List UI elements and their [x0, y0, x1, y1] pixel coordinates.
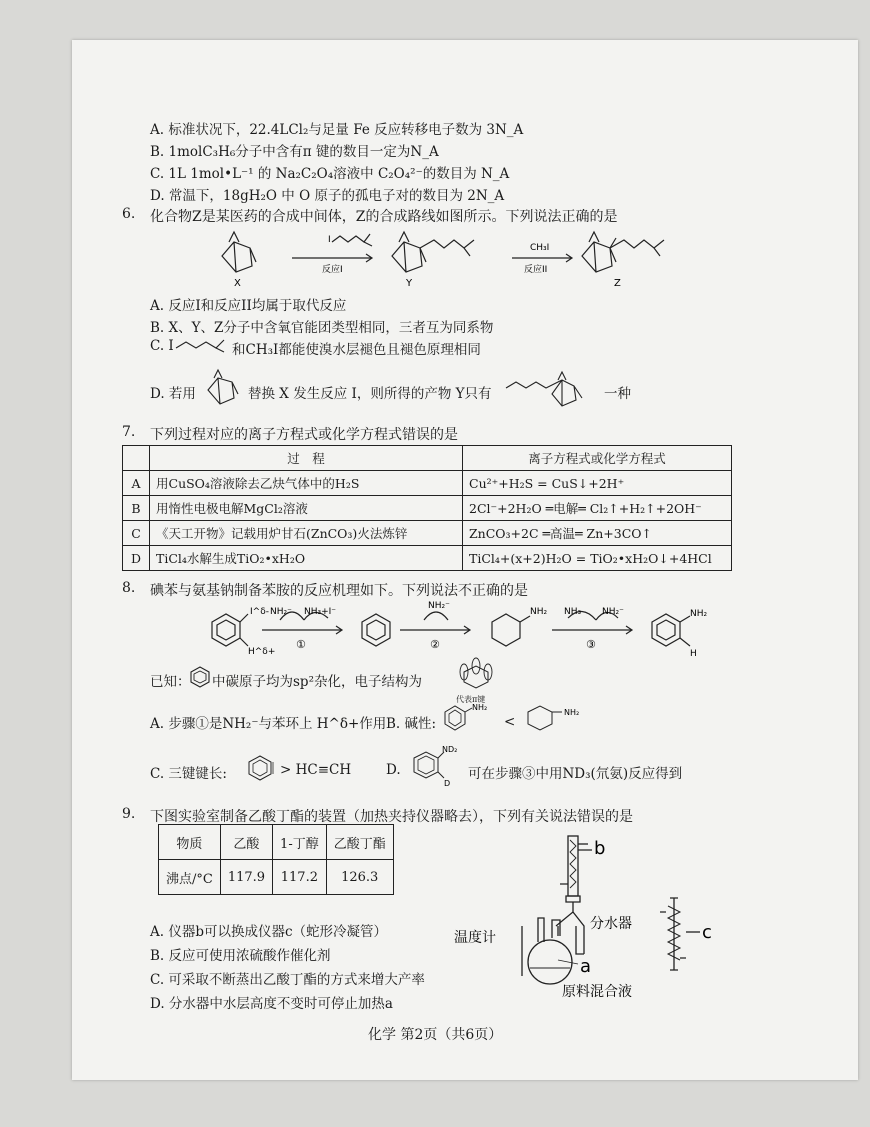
q8-known-label: 已知： [150, 674, 191, 690]
q9-option-d: D. 分水器中水层高度不变时可停止加热a [150, 996, 393, 1012]
q9-option-b: B. 反应可使用浓硫酸作催化剂 [150, 948, 331, 964]
q8-step1-in: NH₂⁻ [270, 607, 292, 617]
q5-option-c: C. 1L 1mol•L⁻¹ 的 Na₂C₂O₄溶液中 C₂O₄²⁻的数目为 N_A [150, 166, 510, 182]
q6-synthesis-route [212, 226, 752, 292]
table-row [123, 471, 732, 496]
q8-stem: 碘苯与氨基钠制备苯胺的反应机理如下。下列说法不正确的是 [150, 583, 528, 599]
q9-apparatus-diagram [452, 830, 752, 1000]
q9-value-butyl-acetate: 126.3 [326, 860, 393, 895]
q7-header-process: 过 程 [150, 446, 463, 471]
q8-benzyne-structure [244, 752, 278, 784]
q6-option-d-text: 替换 X 发生反应 I，则所得的产物 Y只有 [248, 386, 492, 402]
row-process: TiCl₄水解生成TiO₂•xH₂O [150, 546, 463, 571]
q6-arrow2-reagent: CH₃I [530, 243, 550, 253]
q8-known-text: 中碳原子均为sp²杂化，电子结构为 [212, 674, 422, 690]
page-footer: 化学 第2页（共6页） [368, 1027, 503, 1043]
row-equation: TiCl₄+(x+2)H₂O = TiO₂•xH₂O↓+4HCl [463, 546, 732, 571]
q5-option-b: B. 1molC₃H₆分子中含有π 键的数目一定为N_A [150, 144, 439, 160]
q8-nd2-label: ND₂ [442, 745, 458, 754]
row-key: B [123, 496, 150, 521]
q5-option-a: A. 标准状况下，22.4LCl₂与足量 Fe 反应转移电子数为 3N_A [150, 122, 524, 138]
q7-table-header [123, 446, 732, 471]
q8-hydro-label: H^δ+ [248, 647, 276, 657]
table-row [123, 546, 732, 571]
q9-header-butyl-acetate: 乙酸丁酯 [326, 825, 393, 860]
q6-label-y: Y [406, 278, 413, 289]
q6-option-b: B. X、Y、Z分子中含氧官能团类型相同，三者互为同系物 [150, 320, 494, 336]
q6-option-d-suffix: 一种 [604, 386, 631, 402]
q6-option-c-prefix: C. I [150, 338, 174, 354]
q8-pi-orbital-diagram [456, 654, 504, 694]
q9-header-substance: 物质 [159, 825, 221, 860]
table-row [123, 521, 732, 546]
q8-d-label: D [444, 779, 451, 788]
q9-number: 9. [122, 806, 136, 822]
q8-deuterated-aniline-structure [408, 742, 458, 788]
q8-step1-num: ① [296, 638, 306, 651]
q8-option-d-text: 可在步骤③中用ND₃(氘氨)反应得到 [468, 766, 683, 782]
q8-product-h: H [690, 649, 697, 659]
q5-option-d: D. 常温下，18gH₂O 中 O 原子的孤电子对的数目为 2N_A [150, 188, 505, 204]
q8-option-c: C. 三键键长: [150, 766, 227, 782]
q7-number: 7. [122, 424, 136, 440]
row-process: 用惰性电极电解MgCl₂溶液 [150, 496, 463, 521]
q6-arrow1-label: 反应I [322, 265, 343, 275]
q6-stem: 化合物Z是某医药的合成中间体，Z的合成路线如图所示。下列说法正确的是 [150, 209, 618, 225]
q8-step2-in: NH₂⁻ [428, 601, 450, 611]
q9-value-butanol: 117.2 [273, 860, 327, 895]
row-equation: ZnCO₃+2C ═高温═ Zn+3CO↑ [463, 521, 732, 546]
exam-page [72, 40, 858, 1080]
q8-step1-out: NH₃+I⁻ [304, 607, 337, 617]
q8-int-nh2: NH₂ [530, 607, 548, 617]
q8-option-c-rhs: > HC≡CH [280, 762, 352, 778]
q6-number: 6. [122, 206, 136, 222]
q6-arrow2-label: 反应II [524, 265, 548, 275]
q8-step2-num: ② [430, 638, 440, 651]
row-process: 用CuSO₄溶液除去乙炔气体中的H₂S [150, 471, 463, 496]
q9-option-c: C. 可采取不断蒸出乙酸丁酯的方式来增大产率 [150, 972, 425, 988]
q8-option-a: A. 步骤①是NH₂⁻与苯环上 H^δ+作用 [150, 716, 387, 732]
q9-table-header [159, 825, 394, 860]
q6-product-y-structure [504, 368, 600, 410]
q9-label-b: b [594, 838, 606, 859]
table-row [123, 496, 732, 521]
q8-step3-num: ③ [586, 638, 596, 651]
q9-boiling-point-table [158, 824, 394, 895]
q9-header-acetic: 乙酸 [220, 825, 272, 860]
q7-table [122, 445, 732, 571]
q6-label-z: Z [614, 278, 621, 289]
q6-arrow1-reagent: I [328, 235, 331, 245]
row-equation: 2Cl⁻+2H₂O ═电解═ Cl₂↑+H₂↑+2OH⁻ [463, 496, 732, 521]
q8-step3-in: NH₃ [564, 607, 582, 617]
q8-pi-note: 代表π键 [456, 695, 486, 704]
row-key: A [123, 471, 150, 496]
q6-option-c-text: 和CH₃I都能使溴水层褪色且褪色原理相同 [232, 342, 481, 358]
q9-option-a: A. 仪器b可以换成仪器c（蛇形冷凝管） [150, 924, 388, 940]
q7-stem: 下列过程对应的离子方程式或化学方程式错误的是 [150, 427, 458, 443]
q8-number: 8. [122, 580, 136, 596]
q9-label-a: a [580, 956, 592, 977]
q8-step3-out: NH₂⁻ [602, 607, 624, 617]
q9-label-thermometer: 温度计 [454, 930, 496, 946]
table-row [159, 860, 394, 895]
row-equation: Cu²⁺+H₂S = CuS↓+2H⁺ [463, 471, 732, 496]
q9-header-butanol: 1-丁醇 [273, 825, 327, 860]
q6-label-x: X [234, 278, 241, 289]
row-process: 《天工开物》记载用炉甘石(ZnCO₃)火法炼锌 [150, 521, 463, 546]
q8-aniline-nh2: NH₂ [472, 703, 488, 712]
q9-value-acetic: 117.9 [220, 860, 272, 895]
q8-option-b: B. 碱性: [386, 716, 437, 732]
q9-label-separator: 分水器 [590, 916, 632, 932]
q8-aniline-structure [442, 702, 498, 732]
q6-iodo-alkene-structure [174, 336, 232, 354]
q8-cyclohexyl-nh2: NH₂ [564, 708, 580, 717]
q8-benzene-icon [188, 664, 212, 690]
q6-bicyclic-ketone-structure [202, 368, 246, 410]
q8-option-d-prefix: D. [386, 762, 401, 778]
q8-iodo-label: I^δ- [250, 607, 269, 617]
q6-option-a: A. 反应I和反应II均属于取代反应 [150, 298, 347, 314]
row-key: D [123, 546, 150, 571]
q9-row-label: 沸点/°C [159, 860, 221, 895]
row-key: C [123, 521, 150, 546]
q8-less-than: < [504, 714, 516, 730]
q8-cyclohexylamine-structure [524, 702, 594, 732]
q9-label-mixture: 原料混合液 [562, 984, 632, 1000]
q7-header-equation: 离子方程式或化学方程式 [463, 446, 732, 471]
q8-product-nh2: NH₂ [690, 609, 708, 619]
q9-stem: 下图实验室制备乙酸丁酯的装置（加热夹持仪器略去），下列有关说法错误的是 [150, 809, 633, 825]
q9-label-c: c [702, 922, 712, 943]
q6-option-d-prefix: D. 若用 [150, 386, 196, 402]
